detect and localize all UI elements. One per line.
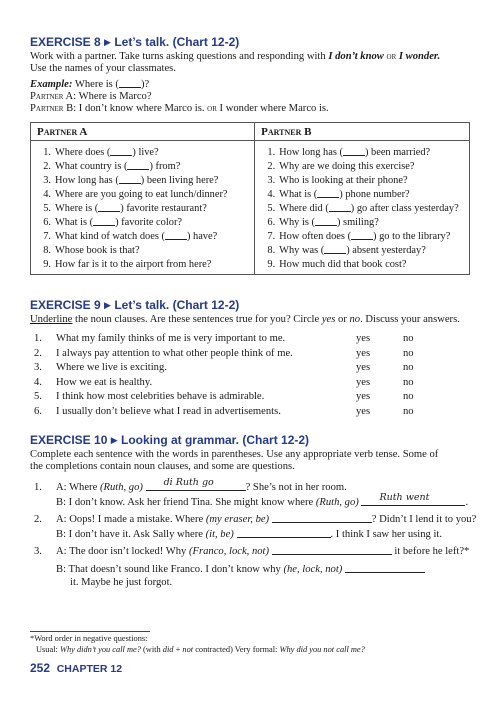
partner-b-cell [255, 257, 470, 275]
partner-b-or: or [207, 103, 217, 114]
question-text-end: ) favorite color? [115, 217, 183, 228]
blank-line [119, 78, 141, 88]
answer-blank[interactable] [272, 545, 392, 555]
exercise-9-subtitle: Let’s talk. [114, 298, 170, 312]
exercise-10-subtitle: Looking at grammar. [120, 433, 240, 447]
partner-b-cell [255, 159, 470, 173]
cue-words: (my eraser, be) [205, 514, 270, 525]
question-text: Where are you going to eat lunch/dinner? [55, 188, 228, 200]
exercise-9-heading [30, 298, 239, 312]
inst-text-a: the noun clauses. Are these sentences true for you? Circle [72, 314, 322, 325]
exercise-10-chart-ref: (Chart 12-2) [242, 433, 310, 447]
speaker-b: B: [56, 529, 67, 540]
item-text: The door isn’t locked! Why [69, 546, 190, 557]
question-number: 9. [267, 258, 276, 270]
fn-formal-example: Why did you not call me? [279, 645, 365, 654]
item-1-a [56, 477, 347, 494]
partner-b-cell [255, 243, 470, 257]
item-text: . I think I saw her using it. [330, 529, 443, 540]
exercise-8-instruction-line2: Use the names of your classmates. [30, 63, 176, 74]
partner-a-cell [31, 229, 255, 243]
question-text: Why was ( [279, 245, 325, 256]
question-text: What is ( [55, 217, 94, 228]
fn-mid: (with [140, 645, 163, 654]
no-option[interactable]: no [403, 333, 414, 344]
partner-a-cell [31, 243, 255, 257]
partner-a-label: Partner A: [30, 91, 77, 102]
question-text: Who is looking at their phone? [279, 174, 408, 186]
inst-text-b: . Discuss your answers. [360, 314, 460, 325]
item-text: Oops! I made a mistake. Where [69, 514, 206, 525]
inst-yes: yes [321, 314, 336, 325]
inst-or: or [335, 314, 350, 325]
table-row [31, 215, 470, 229]
table-row [31, 229, 470, 243]
triangle-arrow-icon: ▶ [110, 435, 118, 445]
triangle-arrow-icon: ▶ [104, 37, 111, 47]
inst-or: or [383, 51, 399, 62]
item-2-b [56, 528, 442, 541]
item-text: ? She’s not in her room. [245, 482, 347, 493]
question-number: 3. [267, 174, 276, 186]
partner-table [30, 122, 470, 275]
item-text: ? Didn’t I lend it to you? [371, 514, 477, 525]
question-number: 5. [267, 203, 276, 214]
question-number: 1. [43, 147, 51, 158]
question-text-end: ) smiling? [336, 217, 379, 228]
statement-number: 3. [34, 362, 42, 373]
question-text-end: ) have? [186, 231, 218, 242]
speaker-b: B: [56, 564, 67, 575]
speaker-a: A: [56, 482, 67, 493]
table-row [31, 257, 470, 275]
table-row [31, 159, 470, 173]
inst-phrase-dont-know: I don’t know [328, 51, 384, 62]
question-text: How often does ( [279, 231, 352, 242]
question-text-end: ) been living here? [140, 175, 219, 186]
yes-option[interactable]: yes [356, 347, 371, 359]
answer-blank[interactable] [345, 563, 425, 573]
no-option[interactable]: no [403, 405, 414, 417]
no-option[interactable]: no [403, 362, 414, 373]
question-text: How far is it to the airport from here? [55, 258, 212, 270]
question-number: 6. [267, 217, 276, 228]
speaker-a: A: [56, 546, 67, 557]
exercise-10-heading [30, 433, 309, 447]
table-row [31, 173, 470, 187]
inst-text: Work with a partner. Take turns asking questions and responding with [30, 51, 329, 62]
blank-line [329, 202, 351, 212]
blank-line [165, 230, 187, 240]
partner-a-cell [31, 159, 255, 173]
partner-b-example [30, 102, 329, 115]
fn-not: not [182, 645, 194, 654]
item-text: I don’t have it. Ask Sally where [68, 529, 206, 540]
partner-b-cell [255, 229, 470, 243]
item-3-b-cont: it. Maybe he just forgot. [70, 577, 173, 588]
handwritten-answer: Ruth went [379, 492, 430, 503]
statement-number: 2. [34, 347, 42, 359]
yes-option[interactable]: yes [356, 333, 371, 344]
question-number: 5. [43, 203, 51, 214]
question-text: How long has ( [55, 175, 119, 186]
exercise-10-instruction-line1: Complete each sentence with the words in parentheses. Use any appropriate verb tense. Some of [30, 449, 439, 460]
page-footer [30, 661, 122, 675]
question-number: 1. [267, 147, 276, 158]
question-number: 9. [43, 258, 51, 270]
chapter-label: CHAPTER 12 [56, 663, 123, 675]
blank-line [127, 160, 149, 170]
partner-b-cell [255, 215, 470, 229]
question-number: 2. [267, 160, 276, 172]
blank-line [119, 174, 141, 184]
table-row [31, 141, 470, 160]
question-number: 7. [267, 231, 276, 242]
question-number: 6. [43, 217, 51, 228]
blank-line [98, 202, 120, 212]
exercise-9-title: EXERCISE 9 [30, 298, 101, 312]
exercise-8-subtitle: Let’s talk. [114, 35, 170, 49]
cue-words: (Ruth, go) [315, 497, 359, 508]
example-label: Example: [30, 79, 73, 90]
cue-words: (Ruth, go) [99, 482, 143, 493]
footnote-line1: *Word order in negative questions: [30, 634, 148, 643]
header-partner-b: Partner B [255, 123, 470, 141]
yes-option[interactable]: yes [356, 362, 371, 373]
question-text-end: ) go to the library? [373, 231, 451, 242]
exercise-10-title: EXERCISE 10 [30, 433, 108, 447]
triangle-arrow-icon: ▶ [104, 300, 111, 310]
partner-a-cell [31, 141, 255, 160]
item-text: . [465, 497, 469, 508]
question-number: 4. [267, 189, 276, 200]
inst-phrase-wonder: I wonder. [398, 51, 441, 62]
item-text: I don’t know. Ask her friend Tina. She might know where [68, 497, 316, 508]
item-1-number: 1. [34, 482, 42, 493]
question-text: What is ( [279, 189, 318, 200]
answer-blank[interactable] [146, 477, 246, 491]
question-text-end: ) go after class yesterday? [350, 203, 459, 214]
cue-words: (it, be) [205, 529, 234, 540]
answer-blank[interactable] [361, 492, 465, 506]
exercise-9-instruction [30, 313, 460, 326]
question-text: Where is ( [55, 203, 99, 214]
partner-a-cell [31, 215, 255, 229]
question-text-end: ) live? [132, 147, 159, 158]
question-text: Whose book is that? [55, 244, 140, 256]
speaker-b: B: [56, 497, 67, 508]
statement-number: 6. [34, 405, 42, 417]
speaker-a: A: [56, 514, 67, 525]
example-question: Where is ( [72, 79, 119, 90]
example-question-end: )? [140, 79, 150, 90]
exercise-8-heading [30, 35, 239, 49]
yes-option[interactable]: yes [356, 391, 371, 402]
question-text: Where does ( [55, 147, 111, 158]
inst-no: no [349, 314, 361, 325]
blank-line [324, 244, 346, 254]
partner-b-cell [255, 173, 470, 187]
question-number: 2. [43, 161, 51, 172]
partner-a-cell [31, 173, 255, 187]
partner-a-cell [31, 257, 255, 275]
exercise-10-instruction-line2: the completions contain noun clauses, and some are questions. [30, 461, 295, 472]
partner-b-text1: I don’t know where Marco is. [76, 103, 208, 114]
blank-line [110, 146, 132, 156]
question-text: How much did that book cost? [279, 258, 407, 270]
header-partner-a: Partner A [31, 123, 255, 141]
question-text-end: ) been married? [364, 147, 431, 158]
exercise-9-chart-ref: (Chart 12-2) [172, 298, 240, 312]
answer-blank[interactable] [237, 528, 331, 538]
blank-line [351, 230, 373, 240]
statement-text: Where we live is exciting. [56, 362, 167, 373]
question-text: Why are we doing this exercise? [279, 160, 415, 172]
item-3-a [56, 545, 469, 558]
statement-number: 4. [34, 376, 42, 388]
statement-text: I think how most celebrities behave is admirable. [56, 391, 265, 402]
question-text-end: ) favorite restaurant? [120, 203, 207, 214]
partner-a-cell [31, 201, 255, 215]
partner-b-cell [255, 201, 470, 215]
fn-mid-end: contracted) Very formal: [193, 645, 280, 654]
question-number: 8. [43, 244, 51, 256]
table-row [31, 201, 470, 215]
partner-a-cell [31, 187, 255, 201]
item-1-b [56, 492, 469, 509]
inst-underline-word: Underline [30, 314, 73, 325]
question-text: Where did ( [279, 203, 329, 214]
statement-text: I always pay attention to what other people think of me. [56, 347, 293, 359]
statement-text: What my family thinks of me is very important to me. [56, 333, 286, 344]
item-2-number: 2. [34, 514, 42, 525]
partner-b-cell [255, 187, 470, 201]
statement-number: 5. [34, 391, 42, 402]
item-text: it before he left?* [391, 546, 470, 557]
fn-usual: Usual: [36, 645, 60, 654]
partner-b-label: Partner B: [30, 103, 77, 114]
question-text: What country is ( [55, 161, 128, 172]
page-number: 252 [30, 661, 51, 675]
item-text: That doesn’t sound like Franco. I don’t know why [68, 564, 284, 575]
footnote-rule [30, 631, 150, 632]
question-number: 8. [267, 245, 276, 256]
blank-line [343, 146, 365, 156]
item-3-b [56, 563, 425, 576]
table-row [31, 243, 470, 257]
question-text-end: ) phone number? [339, 189, 410, 200]
table-row [31, 187, 470, 201]
fn-usual-example: Why didn’t you call me? [59, 645, 141, 654]
no-option[interactable]: no [403, 391, 414, 402]
item-2-a [56, 513, 476, 526]
cue-words: (Franco, lock, not) [189, 546, 270, 557]
item-3-number: 3. [34, 546, 42, 557]
cue-words: (he, lock, not) [283, 564, 343, 575]
blank-line [93, 216, 115, 226]
blank-line [317, 188, 339, 198]
yes-option[interactable]: yes [356, 376, 371, 388]
no-option[interactable]: no [403, 376, 414, 388]
question-number: 7. [43, 231, 51, 242]
handwritten-answer: di Ruth go [163, 477, 214, 488]
partner-a-text: Where is Marco? [76, 91, 152, 102]
question-text: How long has ( [279, 147, 343, 158]
statement-number: 1. [34, 333, 42, 344]
question-text-end: ) from? [149, 161, 181, 172]
question-text: What kind of watch does ( [55, 231, 165, 242]
yes-option[interactable]: yes [356, 405, 371, 417]
question-text-end: ) absent yesterday? [346, 245, 426, 256]
fn-did: did [162, 645, 174, 654]
exercise-8-chart-ref: (Chart 12-2) [172, 35, 240, 49]
question-text: Why is ( [279, 217, 315, 228]
statement-text: How we eat is healthy. [56, 376, 153, 388]
answer-blank[interactable] [272, 513, 372, 523]
no-option[interactable]: no [403, 347, 414, 359]
blank-line [315, 216, 337, 226]
footnote-line2 [36, 645, 365, 654]
question-number: 4. [43, 188, 51, 200]
partner-b-text2: I wonder where Marco is. [216, 103, 329, 114]
item-text: Where [69, 482, 100, 493]
question-number: 3. [43, 175, 51, 186]
exercise-8-title: EXERCISE 8 [30, 35, 101, 49]
partner-b-cell [255, 141, 470, 160]
statement-text: I usually don’t believe what I read in advertisements. [56, 405, 281, 417]
fn-plus: + [173, 645, 183, 654]
